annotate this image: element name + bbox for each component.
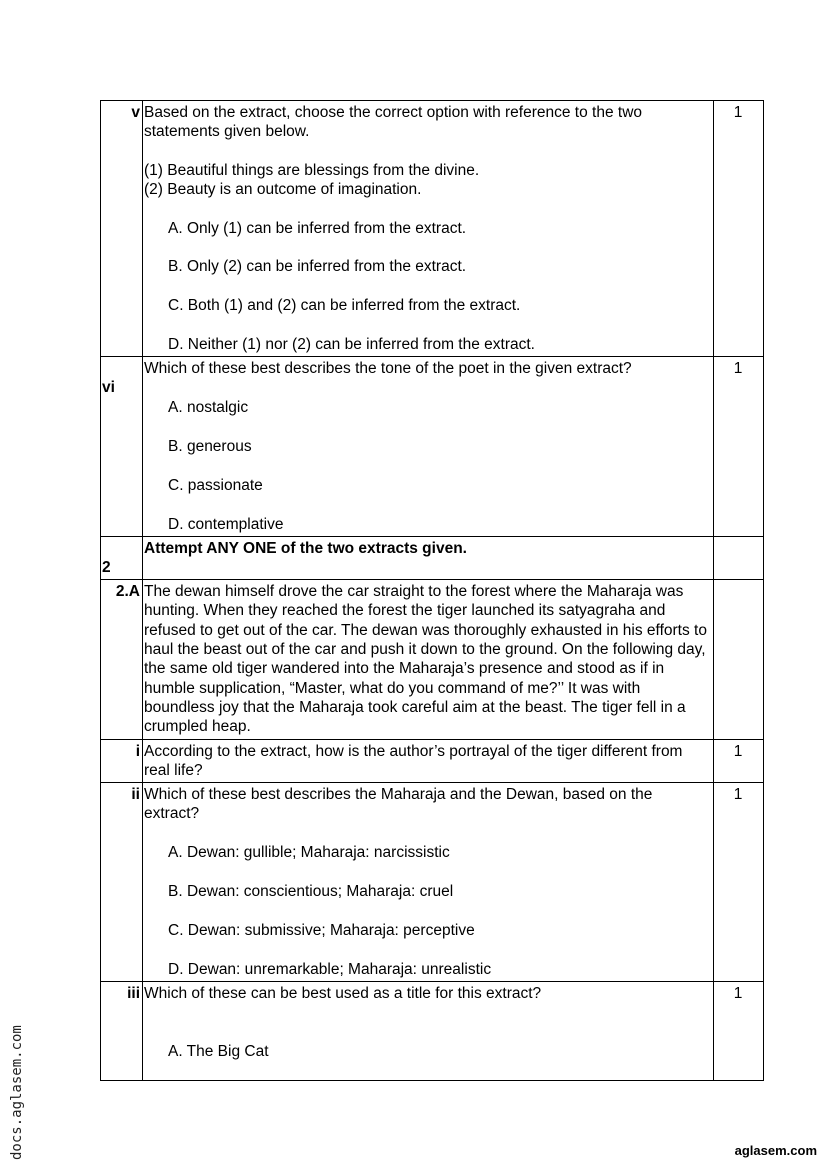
- question-row-i: [101, 739, 764, 783]
- question-text: Which of these best describes the Maharaja and the Dewan, based on the extract?: [144, 786, 653, 823]
- question-table: [100, 100, 764, 1081]
- question-number: iii: [101, 981, 143, 1080]
- instruction-text: Attempt ANY ONE of the two extracts given.: [143, 536, 714, 579]
- marks-cell: 1: [714, 783, 764, 982]
- option-b: B. generous: [168, 437, 252, 455]
- option-c: C. Both (1) and (2) can be inferred from the extract.: [168, 297, 521, 315]
- question-text: According to the extract, how is the author’s portrayal of the tiger different from real life?: [143, 739, 714, 783]
- question-text: Based on the extract, choose the correct option with reference to the two statements given below.: [144, 104, 643, 141]
- question-row-v: [101, 101, 764, 357]
- option-c: C. passionate: [168, 476, 263, 494]
- option-a: A. Dewan: gullible; Maharaja: narcissistic: [168, 844, 450, 862]
- marks-cell: 1: [714, 101, 764, 357]
- question-cell: [143, 981, 714, 1080]
- marks-cell: 1: [714, 739, 764, 783]
- question-number-label: 2: [102, 558, 111, 576]
- footer-site-link[interactable]: aglasem.com: [734, 1143, 817, 1158]
- question-cell: [143, 101, 714, 357]
- option-d: D. contemplative: [168, 515, 284, 533]
- question-row-ii: [101, 783, 764, 982]
- side-watermark: docs.aglasem.com: [9, 1025, 25, 1160]
- question-cell: [143, 357, 714, 536]
- question-text: Which of these best describes the tone of the poet in the given extract?: [144, 360, 632, 378]
- question-row-iii: [101, 981, 764, 1080]
- question-text: Which of these can be best used as a title for this extract?: [144, 984, 542, 1002]
- question-row-2: [101, 536, 764, 579]
- marks-cell-empty: [714, 580, 764, 739]
- marks-cell-empty: [714, 536, 764, 579]
- question-number-label: vi: [102, 379, 115, 397]
- question-number: 2.A: [101, 580, 143, 739]
- extract-text: The dewan himself drove the car straight to the forest where the Maharaja was hunting. When they reached the forest the tiger launched its satyagraha and refused to get out of the car. The dewan was thoroughly exhausted in his efforts to haul the beast out of the car and push it down to the ground. On the following day, the same old tiger wandered into the Maharaja’s presence and stood as if in humble supplication, “Master, what do you command of me?’’ It was with boundless joy that the Maharaja took careful aim at the beast. The tiger fell in a crumpled heap.: [143, 580, 714, 739]
- question-number: i: [101, 739, 143, 783]
- option-a: A. nostalgic: [168, 399, 249, 417]
- option-d: D. Neither (1) nor (2) can be inferred from the extract.: [168, 336, 535, 354]
- option-b: B. Dewan: conscientious; Maharaja: cruel: [168, 883, 454, 901]
- question-number: [101, 536, 143, 579]
- question-row-vi: [101, 357, 764, 536]
- statement-2: (2) Beauty is an outcome of imagination.: [144, 180, 422, 198]
- question-cell: [143, 783, 714, 982]
- question-number: [101, 357, 143, 536]
- question-row-2a: [101, 580, 764, 739]
- option-c: C. Dewan: submissive; Maharaja: perceptive: [168, 921, 475, 939]
- option-a: A. The Big Cat: [168, 1043, 269, 1061]
- statement-1: (1) Beautiful things are blessings from the divine.: [144, 161, 480, 179]
- marks-cell: 1: [714, 981, 764, 1080]
- question-number: v: [101, 101, 143, 357]
- option-a: A. Only (1) can be inferred from the extract.: [168, 219, 467, 237]
- option-b: B. Only (2) can be inferred from the extract.: [168, 258, 467, 276]
- marks-cell: 1: [714, 357, 764, 536]
- question-number: ii: [101, 783, 143, 982]
- option-d: D. Dewan: unremarkable; Maharaja: unrealistic: [168, 960, 492, 978]
